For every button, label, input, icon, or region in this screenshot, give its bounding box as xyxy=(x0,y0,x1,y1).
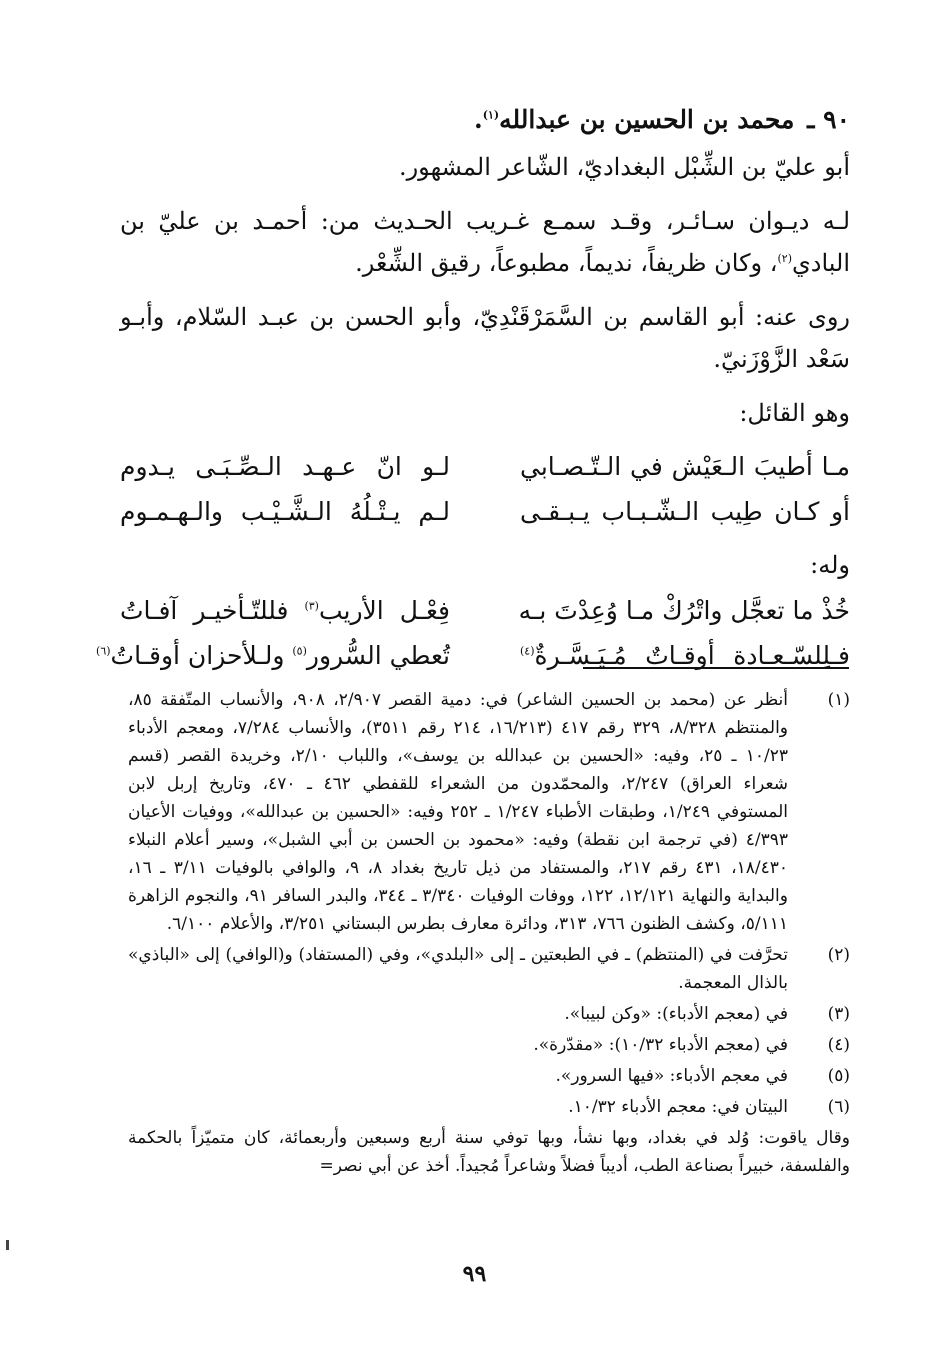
verse-first-hemistich: مـا أطيبَ الـعَيْش في الـتّـصـابي xyxy=(520,452,850,481)
footnote-item xyxy=(128,1093,850,1121)
footnote-text: تحرَّفت في (المنتظم) ـ في الطبعتين ـ إلى «البلدي»، وفي (المستفاد) و(الوافي) إلى «الباذي» بالذال المعجمة. xyxy=(128,945,788,993)
narrators-paragraph: روى عنه: أبو القاسم بن السَّمَرْقَنْدِيّ، وأبو الحسن بن عبـد السّلام، وأبـو سَعْد الزَّوْزَنيّ. xyxy=(120,303,850,373)
footnote-number: (٦) xyxy=(827,1097,850,1117)
entry-number: ٩٠ ـ xyxy=(807,105,850,134)
footnote-text: في معجم الأدباء: «فيها السرور». xyxy=(555,1066,788,1086)
biography-text-b: ، وكان ظريفاً، نديماً، مطبوعاً، رقيق الشِّعْر. xyxy=(355,249,778,277)
footnote-ref: (١) xyxy=(482,108,500,122)
kunya-line: أبو عليّ بن الشِّبْل البغداديّ، الشّاعر المشهور. xyxy=(398,153,850,181)
footnote-number: (٥) xyxy=(827,1066,850,1086)
page-number: ٩٩ xyxy=(462,1261,487,1287)
footnote-item xyxy=(128,686,850,938)
verse-second-hemistich: لـو انّ عـهـد الـصِّـبَـى يـدوم xyxy=(120,452,450,481)
hemistich-text: فِعْـل الأريب xyxy=(318,596,451,625)
verse-first-hemistich: أو كـان طِيب الـشّـبـاب يـبـقـى xyxy=(520,497,850,526)
footnote-divider xyxy=(583,667,849,669)
footnote-number: (٤) xyxy=(827,1035,850,1055)
poem-intro: وهو القائل: xyxy=(739,399,850,427)
poem-2 xyxy=(96,588,850,678)
footnote-ref: (٣) xyxy=(304,599,319,613)
footnote-text: أنظر عن (محمد بن الحسين الشاعر) في: دمية القصر ٢/٩٠٧، ٩٠٨، والأنساب المتّفقة ٨٥، والمنتظم ٨/٣٢٨، ٣٢٩ رقم ٤١٧ (١٦/٢١٣، ٢١٤ رقم ٣٥١١)، والأنساب ٧/٢٨٤، ومعجم الأدباء ١٠/٢٣ ـ ٢٥، وفيه: «الحسين بن عبدالله بن يوسف»، واللباب ٢/١٠، وخريدة القصر (قسم شعراء العراق) ٢/٢٤٧، والمحمّدون من الشعراء للقفطي ٤٦٢ ـ ٤٧٠، وتاريخ إربل لابن المستوفي ١/٢٤٩، وطبقات الأطباء ١/٢٤٧ ـ ٢٥٢ وفيه: «الحسين بن عبدالله»، ووفيات الأعيان ٤/٣٩٣ (في ترجمة ابن نقطة) وفيه: «محمود بن الحسن بن أبي الشبل»، وسير أعلام النبلاء ١٨/٤٣٠، ٤٣١ رقم ٢١٧، والمستفاد من ذيل تاريخ بغداد ٨، ٩، والوافي بالوفيات ٣/١١ ـ ١٦، والبداية والنهاية ١٢/١٢١، ١٢٢، ووفات الوفيات ٣/٣٤٠ ـ ٣٤٤، والبدر السافر ٩١، والنجوم الزاهرة ٥/١١١، وكشف الظنون ٧٦٦، ٣١٣، ودائرة معارف بطرس البستاني ٣/٢٥١، والأعلام ٦/١٠٠. xyxy=(128,690,789,934)
footnote-ref: (٢) xyxy=(777,252,792,265)
verse-first-hemistich xyxy=(520,633,850,678)
entry-name: محمد بن الحسين بن عبدالله xyxy=(499,105,795,134)
main-text xyxy=(96,100,851,688)
footnote-text: البيتان في: معجم الأدباء ١٠/٣٢. xyxy=(568,1097,788,1117)
biography-text-a: لـه ديـوان سـائـر، وقـد سمـع غـريب الحـديث من: أحمـد بن عليّ بن البادي xyxy=(120,207,851,277)
footnote-number: (١) xyxy=(827,690,850,710)
poem-intro: وله: xyxy=(810,551,850,579)
biography-paragraph xyxy=(120,200,850,284)
footnote-ref: (٤) xyxy=(520,644,535,658)
hemistich-text: فللتّـأخيـر آفـاتُ xyxy=(120,596,305,625)
verse-line xyxy=(96,633,850,678)
verse-second-hemistich: لـم يـتْـلُهُ الـشَّـيْـب والـهـمـوم xyxy=(120,497,450,526)
verse-line xyxy=(120,489,850,534)
footnote-item xyxy=(128,941,850,997)
verse-second-hemistich xyxy=(96,633,450,678)
verse-second-hemistich xyxy=(120,588,450,633)
footnote-text: في (معجم الأدباء ١٠/٣٢): «مقدّرة». xyxy=(533,1035,788,1055)
hemistich-text: فـلِلسّـعـادة أوقـاتٌ مُـيَـسَّـرةٌ xyxy=(534,641,850,670)
footnote-number: (٢) xyxy=(827,945,850,965)
scan-mark xyxy=(6,1240,9,1250)
hemistich-text: ولـلأحزان أوقـاتُ xyxy=(110,641,293,670)
footnotes xyxy=(128,686,850,1180)
footnote-number: (٣) xyxy=(827,1004,850,1024)
hemistich-text: تُعطي السُّرور xyxy=(306,641,450,670)
footnote-ref: (٥) xyxy=(292,644,307,658)
footnote-ref: (٦) xyxy=(96,644,111,658)
footnote-continuation: وقال ياقوت: وُلد في بغداد، وبها نشأ، وبها توفي سنة أربع وسبعين وأربعمائة، كان متميّزاً بالحكمة والفلسفة، خبيراً بصناعة الطب، أديباً فضلاً وشاعراً مُجيداً. أخذ عن أبي نصر= xyxy=(128,1128,850,1176)
footnote-item xyxy=(128,1062,850,1090)
verse-line xyxy=(120,588,850,633)
footnote-text: في (معجم الأدباء): «وكن لبيبا». xyxy=(564,1004,788,1024)
entry-heading: ٩٠ ـ محمد بن الحسين بن عبدالله$^{(١)}$. xyxy=(474,105,850,134)
poem-1 xyxy=(120,444,850,534)
footnote-item xyxy=(128,1031,850,1059)
footnote-item xyxy=(128,1000,850,1028)
verse-line xyxy=(120,444,850,489)
verse-first-hemistich: خُذْ ما تعجَّل واتْرُكْ مـا وُعِدْتَ بـه xyxy=(518,596,850,625)
